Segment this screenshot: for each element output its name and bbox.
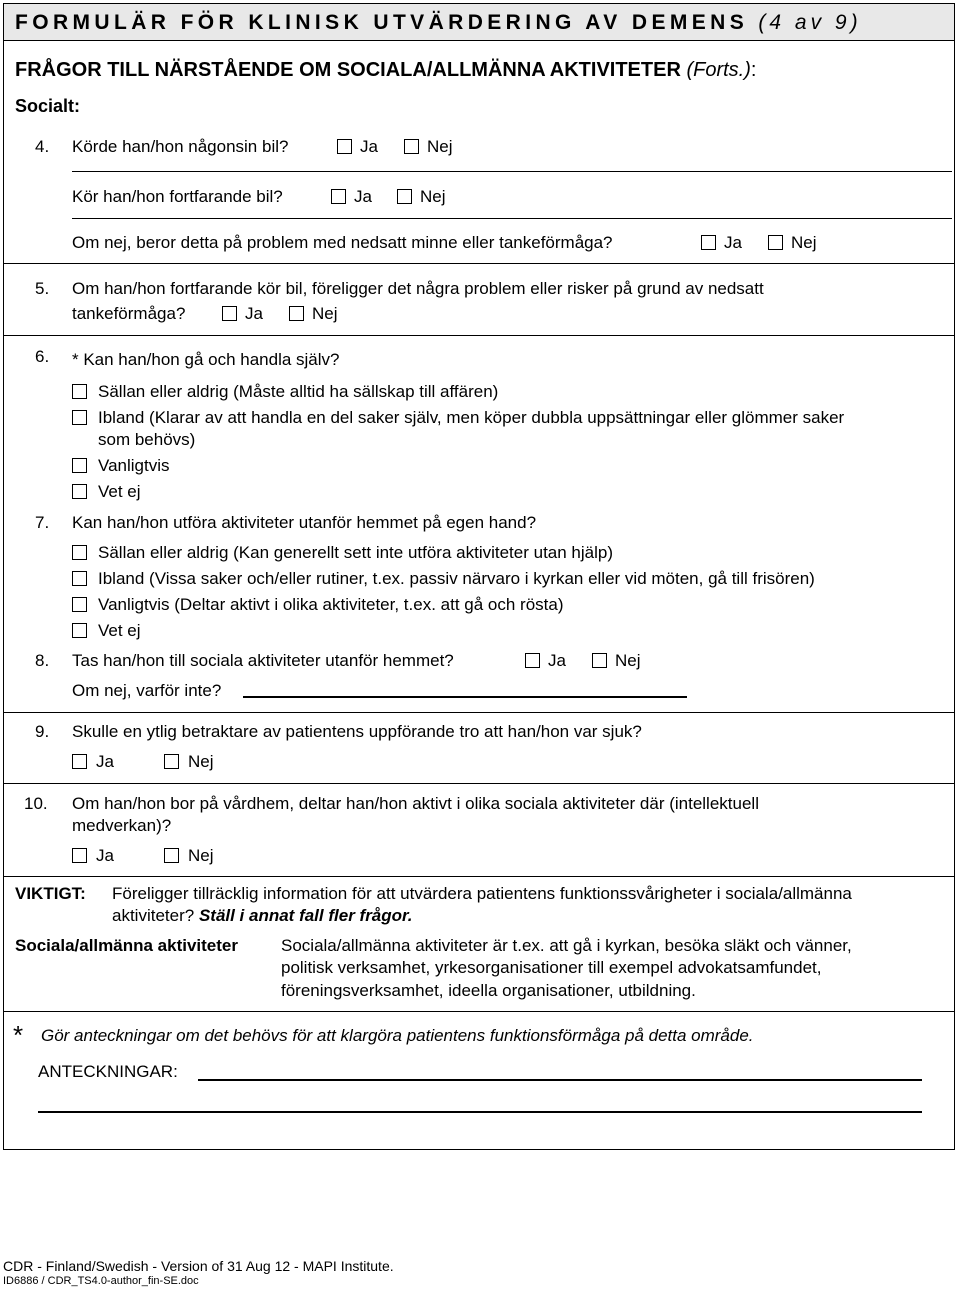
divider [4,783,954,784]
q5-nej-checkbox[interactable] [289,306,304,321]
q10-ja-checkbox[interactable] [72,848,87,863]
definition-line1: Sociala/allmänna aktiviteter är t.ex. att gå i kyrkan, besöka släkt och vänner, [281,936,852,955]
q4b-text: Kör han/hon fortfarande bil? [72,187,283,206]
q6-option2-label: Ibland (Klarar av att handla en del saker själv, men köper dubbla uppsättningar eller glömmer saker [98,408,845,427]
q6-option2-label-cont: som behövs) [98,430,196,449]
q6-option4-label: Vet ej [98,482,141,501]
form-title: FORMULÄR FÖR KLINISK UTVÄRDERING AV DEMENS (4 av 9) [15,11,862,34]
q6-option1-label: Sällan eller aldrig (Måste alltid ha sällskap till affären) [98,382,499,401]
q8-followup-label: Om nej, varför inte? [72,681,222,700]
definition-label: Sociala/allmänna aktiviteter [15,936,238,955]
q4b-ja-label: Ja [354,187,372,206]
q9-ja-checkbox[interactable] [72,754,87,769]
q4c-nej-checkbox[interactable] [768,235,783,250]
important-label: VIKTIGT: [15,884,86,903]
note-asterisk: * [13,1020,24,1050]
footer-docid: ID6886 / CDR_TS4.0-author_fin-SE.doc [3,1275,199,1287]
divider [4,712,954,713]
q5-text-line2: tankeförmåga? [72,304,186,323]
important-text-line1: Föreligger tillräcklig information för att utvärdera patientens funktionssvårigheter i sociala/allmänna [112,884,852,903]
q4c-nej-label: Nej [791,233,817,252]
notes-label: ANTECKNINGAR: [38,1062,178,1081]
q6-option2-checkbox[interactable] [72,410,87,425]
divider [4,335,954,336]
q6-option1-checkbox[interactable] [72,384,87,399]
q10-text-line2: medverkan)? [72,816,172,835]
q10-number: 10. [24,794,48,813]
q9-nej-checkbox[interactable] [164,754,179,769]
q7-option2-label: Ibland (Vissa saker och/eller rutiner, t.ex. passiv närvaro i kyrkan eller vid möten, gå till frisören) [98,569,815,588]
q8-followup-answer-line[interactable] [243,696,687,698]
q6-option3-label: Vanligtvis [98,456,170,475]
q4-nej-checkbox[interactable] [404,139,419,154]
definition-line2: politisk verksamhet, yrkesorganisationer till exempel advokatsamfundet, [281,958,822,977]
q8-number: 8. [35,651,50,670]
q8-ja-label: Ja [548,651,566,670]
q9-number: 9. [35,722,50,741]
divider [4,263,954,264]
q6-text: * Kan han/hon gå och handla själv? [72,350,340,369]
q8-text: Tas han/hon till sociala aktiviteter utanför hemmet? [72,651,454,670]
q7-option2-checkbox[interactable] [72,571,87,586]
q4-nej-label: Nej [427,137,453,156]
q5-text-line1: Om han/hon fortfarande kör bil, föreligger det några problem eller risker på grund av nedsatt [72,279,764,298]
q9-ja-label: Ja [96,752,114,771]
q7-option4-checkbox[interactable] [72,623,87,638]
divider [4,1011,954,1012]
q10-nej-checkbox[interactable] [164,848,179,863]
q7-option1-label: Sällan eller aldrig (Kan generellt sett inte utföra aktiviteter utan hjälp) [98,543,614,562]
q7-option3-label: Vanligtvis (Deltar aktivt i olika aktiviteter, t.ex. att gå och rösta) [98,595,564,614]
definition-line3: föreningsverksamhet, ideella organisationer, utbildning. [281,981,696,1000]
divider [72,218,952,219]
q8-nej-label: Nej [615,651,641,670]
q9-nej-label: Nej [188,752,214,771]
q10-ja-label: Ja [96,846,114,865]
q4-ja-label: Ja [360,137,378,156]
q7-number: 7. [35,513,50,532]
q4c-ja-label: Ja [724,233,742,252]
section-subtitle: Socialt: [15,96,81,116]
important-text-line2: aktiviteter? Ställ i annat fall fler frågor. [112,906,413,925]
q6-option3-checkbox[interactable] [72,458,87,473]
q6-number: 6. [35,347,50,366]
q10-text-line1: Om han/hon bor på vårdhem, deltar han/hon aktivt i olika sociala aktiviteter där (intellektuell [72,794,759,813]
q5-ja-checkbox[interactable] [222,306,237,321]
q9-text: Skulle en ytlig betraktare av patientens uppförande tro att han/hon var sjuk? [72,722,642,741]
q10-nej-label: Nej [188,846,214,865]
q4b-nej-checkbox[interactable] [397,189,412,204]
q7-option3-checkbox[interactable] [72,597,87,612]
notes-line-1[interactable] [198,1079,922,1081]
q4c-text: Om nej, beror detta på problem med nedsatt minne eller tankeförmåga? [72,233,613,252]
q7-text: Kan han/hon utföra aktiviteter utanför hemmet på egen hand? [72,513,537,532]
q4-number: 4. [35,137,50,156]
q7-option1-checkbox[interactable] [72,545,87,560]
form-header [3,3,955,41]
divider [4,876,954,877]
q7-option4-label: Vet ej [98,621,141,640]
note-text: Gör anteckningar om det behövs för att klargöra patientens funktionsförmåga på detta område. [41,1026,754,1045]
q8-nej-checkbox[interactable] [592,653,607,668]
notes-line-2[interactable] [38,1111,922,1113]
q5-ja-label: Ja [245,304,263,323]
q8-ja-checkbox[interactable] [525,653,540,668]
q4c-ja-checkbox[interactable] [701,235,716,250]
section-title: FRÅGOR TILL NÄRSTÅENDE OM SOCIALA/ALLMÄNNA AKTIVITETER (Forts.): [15,59,757,81]
q6-option4-checkbox[interactable] [72,484,87,499]
q4-ja-checkbox[interactable] [337,139,352,154]
q4b-nej-label: Nej [420,187,446,206]
divider [72,171,952,172]
footer-version: CDR - Finland/Swedish - Version of 31 Aug 12 - MAPI Institute. [3,1258,394,1274]
q4b-ja-checkbox[interactable] [331,189,346,204]
q4-text: Körde han/hon någonsin bil? [72,137,289,156]
q5-number: 5. [35,279,50,298]
q5-nej-label: Nej [312,304,338,323]
